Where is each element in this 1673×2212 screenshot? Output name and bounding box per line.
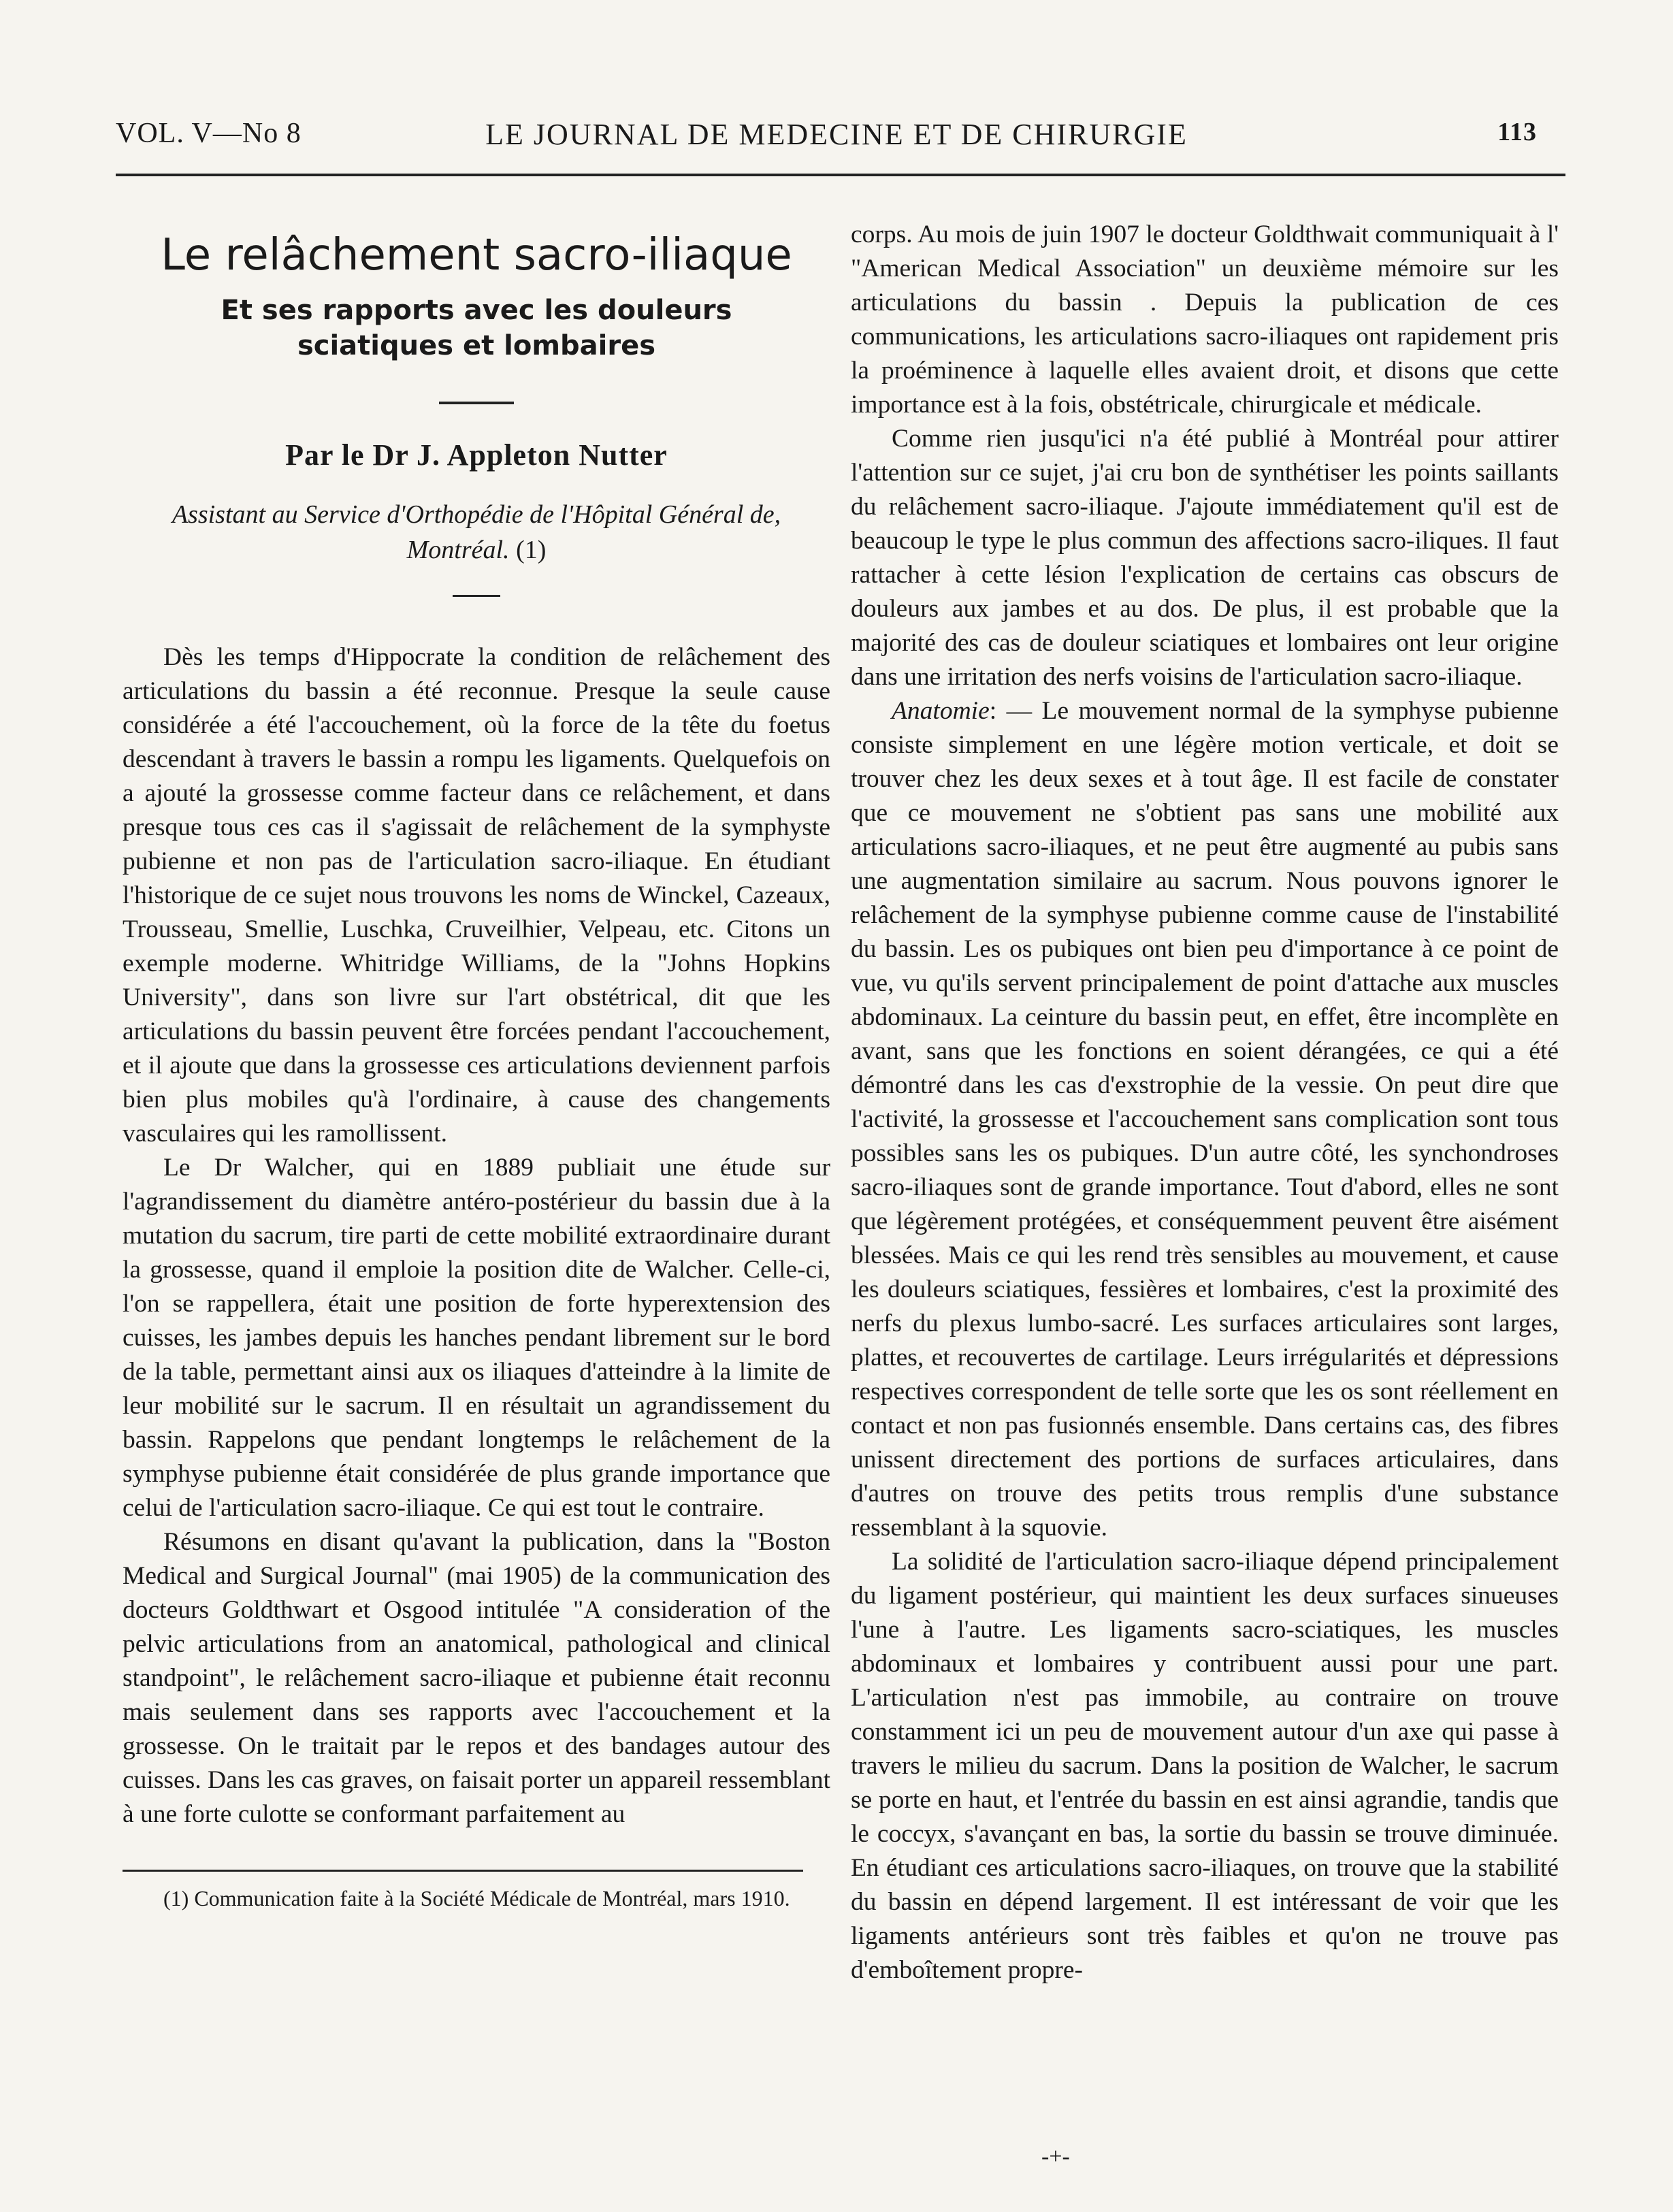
author-affiliation xyxy=(123,497,830,568)
journal-title: LE JOURNAL DE MEDECINE ET DE CHIRURGIE xyxy=(485,118,1188,151)
paragraph: Dès les temps d'Hippocrate la condition de relâchement des articulations du bassin a été reconnue. Presque la seule cause considérée a été l'accouchement, où la force de la tête du foetus descendant à travers le bassin a rompu les ligaments. Quelquefois on a ajouté la grossesse comme facteur dans ce relâchement, et dans presque tous ces cas il s'agissait de relâchement de la symphyste pubienne et non pas de l'articulation sacro-iliaque. En étudiant l'historique de ce sujet nous trouvons les noms de Winckel, Cazeaux, Trousseau, Smellie, Luschka, Cruveilhier, Velpeau, etc. Citons un exemple moderne. Whitridge Williams, de la "Johns Hopkins University", dans son livre sur l'art obstétrical, dit que les articulations du bassin peuvent être forcées pendant l'accouchement, et il ajoute que dans la grossesse ces articulations deviennent parfois bien plus mobiles qu'à l'ordinaire, à cause des changements vasculaires qui les ramollissent. xyxy=(123,643,830,1148)
footnote-reference: (1) xyxy=(516,536,547,564)
header-rule xyxy=(116,174,1565,176)
left-column xyxy=(123,218,830,1911)
paragraph: Résumons en disant qu'avant la publication, dans la "Boston Medical and Surgical Journal" (mai 1905) de la communication des docteurs Goldthwart et Osgood intitulée "A consideration of the pelvic articulations from an anatomical, pathological and clinical standpoint", le relâchement sacro-iliaque et pubienne était reconnu mais seulement dans ses rapports avec l'accouchement et la grossesse. On le traitait par le repos et des bandages autour des cuisses. Dans les cas graves, on faisait porter un appareil ressemblant à une forte culotte se conformant parfaitement au xyxy=(123,1528,830,1828)
paragraph: Le Dr Walcher, qui en 1889 publiait une étude sur l'agrandissement du diamètre antéro-postérieur du bassin due à la mutation du sacrum, tire parti de cette mobilité extraordinaire durant la grossesse, quand il emploie la position dite de Walcher. Celle-ci, l'on se rappellera, était une position de forte hyperextension des cuisses, les jambes depuis les hanches pendant librement sur le bord de la table, permettant ainsi aux os iliaques d'atteindre à la limite de leur mobilité sur le sacrum. Il en résultait un agrandissement du bassin. Rappelons que pendant longtemps le relâchement de la symphyse pubienne était considérée de plus grande importance que celui de l'articulation sacro-iliaque. Ce qui est tout le contraire. xyxy=(123,1154,830,1522)
volume-number: VOL. V—No 8 xyxy=(116,118,302,149)
paragraph: La solidité de l'articulation sacro-iliaque dépend principalement du ligament postérieur, qui maintient les deux surfaces sinueuses l'une à l'autre. Les ligaments sacro-sciatiques, les muscles abdominaux et lombaires y contribuent aussi pour une part. L'articulation n'est pas immobile, au contraire on trouve constamment ici un peu de mouvement autour d'un axe qui passe à travers le milieu du sacrum. Dans la position de Walcher, le sacrum se porte en haut, et l'entrée du bassin en est ainsi agrandie, tandis que le coccyx, s'avançant en bas, la sortie du bassin se trouve diminuée. En étudiant ces articulations sacro-iliaques, on trouve que la stabilité du bassin en dépend largement. Il est intéressant de voir que les ligaments antérieurs sont très faibles et qu'on ne trouve pas d'emboîtement propre- xyxy=(851,1548,1559,1984)
page-number: 113 xyxy=(1497,118,1537,146)
footnote-rule xyxy=(123,1870,803,1872)
author-byline: Par le Dr J. Appleton Nutter xyxy=(285,438,668,472)
byline-divider xyxy=(453,595,500,597)
footnote: (1) Communication faite à la Société Médicale de Montréal, mars 1910. xyxy=(163,1886,790,1910)
right-column xyxy=(851,218,1559,1987)
title-divider xyxy=(439,402,514,404)
bottom-ornament: -+- xyxy=(1041,2144,1070,2169)
anatomy-label: Anatomie xyxy=(892,697,990,725)
affiliation-text: Assistant au Service d'Orthopédie de l'Hôpital Général de, Montréal. xyxy=(172,500,781,564)
paragraph: corps. Au mois de juin 1907 le docteur Goldthwait communiquait à l' "American Medical Association" un deuxième mémoire sur les articulations du bassin . Depuis la publication de ces communications, les articulations sacro-iliaques ont rapidement pris la proéminence à laquelle elles avaient droit, et disons que cette importance est à la fois, obstétricale, chirurgicale et médicale. xyxy=(851,221,1559,419)
anatomy-text: : — Le mouvement normal de la symphyse pubienne consiste simplement en une légère motion verticale, et doit se trouver chez les deux sexes et à tout âge. Il est facile de constater que ce mouvement ne s'obtient pas sans une mobilité aux articulations sacro-iliaques, et ne peut être augmenté au pubis sans une augmentation similaire au sacrum. Nous pouvons ignorer le relâchement de la symphyse pubienne comme cause de l'instabilité du bassin. Les os pubiques ont bien peu d'importance à ce point de vue, vu qu'ils servent principalement de point d'attache aux muscles abdominaux. La ceinture du bassin peut, en effet, être incomplète en avant, sans que les fonctions en soient dérangées, ce qui a été démontré dans les cas d'exstrophie de la vessie. On peut dire que l'activité, la grossesse et l'accouchement sans complication sont tous possibles sans les os pubiques. D'un autre côté, les synchondroses sacro-iliaques sont de grande importance. Tout d'abord, elles ne sont que légèrement protégées, et conséquemment peuvent être aisément blessées. Mais ce qui les rend très sensibles au mouvement, et cause les douleurs sciatiques, fessières et lombaires, c'est la proximité des nerfs du plexus lumbo-sacré. Les surfaces articulaires sont larges, plattes, et recouvertes de cartilage. Leurs irrégularités et dépressions respectives correspondent de telle sorte que les os sont réellement en contact et non pas fusionnés ensemble. Dans certains cas, des fibres unissent directement des portions de surfaces articulaires, dans d'autres on trouve des petits trous remplis d'une substance ressemblant à la squovie. xyxy=(851,697,1559,1542)
paragraph: Comme rien jusqu'ici n'a été publié à Montréal pour attirer l'attention sur ce sujet, j'ai cru bon de synthétiser les points saillants du relâchement sacro-iliaque. J'ajoute immédiatement qu'il est de beaucoup le type le plus commun des affections sacro-iliques. Il faut rattacher à cette lésion l'explication de certains cas obscurs de douleurs aux jambes et au dos. De plus, il est probable que la majorité des cas de douleur sciatiques et lombaires ont leur origine dans une irritation des nerfs voisins de l'articulation sacro-iliaque. xyxy=(851,425,1559,691)
article-title: Le relâchement sacro-iliaque xyxy=(161,230,792,280)
article-subtitle: Et ses rapports avec les douleurs sciatiques et lombaires xyxy=(221,295,732,361)
anatomy-paragraph xyxy=(851,694,1559,1545)
